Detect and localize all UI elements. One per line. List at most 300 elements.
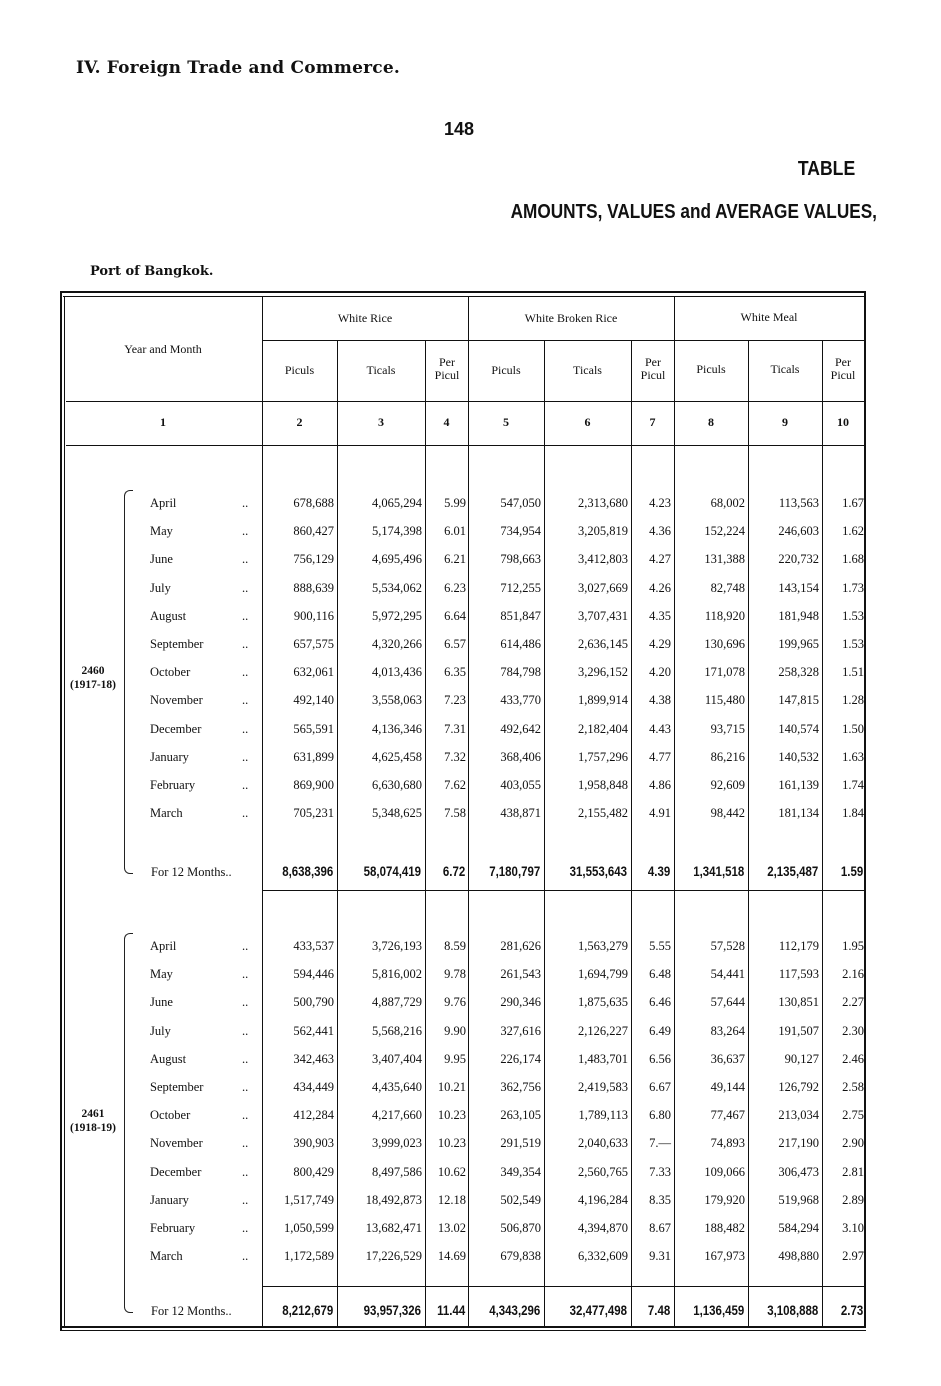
total-label: For 12 Months.. (151, 1304, 232, 1318)
year-be: 2460 (81, 665, 105, 677)
table-cell: 1.53 (842, 637, 864, 651)
year-be: 2461 (81, 1108, 105, 1120)
table-cell: 1,789,113 (578, 1108, 628, 1123)
sub-header-per-picul: Per Picul (830, 355, 856, 382)
leader-dots: .. (242, 1192, 249, 1207)
table-cell: 161,139 (778, 778, 819, 792)
table-row (0, 685, 941, 708)
month-label (150, 496, 260, 511)
table-cell: 342,463 (293, 1051, 334, 1066)
table-cell: 1.51 (842, 665, 864, 680)
table-cell: 412,284 (293, 1108, 334, 1123)
table-cell: 6.48 (649, 967, 671, 982)
table-cell: 4.29 (649, 637, 671, 651)
column-rule (337, 340, 338, 1326)
leader-dots: .. (242, 806, 249, 821)
leader-dots: .. (242, 939, 249, 953)
table-cell: 131,388 (704, 552, 745, 567)
table-cell: 4.20 (649, 665, 671, 680)
leader-dots: .. (242, 637, 249, 651)
month-name: August (150, 608, 187, 623)
table-cell: 784,798 (500, 665, 541, 680)
column-number: 8 (708, 415, 714, 429)
table-cell: 4.36 (649, 524, 671, 539)
month-name: June (150, 552, 173, 567)
table-cell: 246,603 (778, 524, 819, 539)
leader-dots: .. (242, 778, 249, 792)
month-label (150, 609, 260, 624)
table-cell: 2.75 (842, 1108, 864, 1123)
month-name: June (150, 995, 173, 1010)
table-cell: 74,893 (710, 1136, 745, 1151)
table-cell: 171,078 (704, 665, 745, 680)
column-number: 4 (443, 415, 450, 429)
table-cell: 4,695,496 (372, 552, 422, 567)
table-cell: 13,682,471 (365, 1221, 422, 1235)
table-cell: 188,482 (704, 1221, 745, 1235)
table-cell: 631,899 (293, 749, 334, 764)
table-cell: 502,549 (500, 1192, 541, 1207)
table-cell: 1,172,589 (284, 1249, 334, 1264)
leader-dots: .. (242, 1023, 249, 1038)
table-row (0, 488, 941, 508)
month-name: February (150, 1221, 196, 1235)
month-label (150, 1024, 260, 1039)
month-label (150, 1193, 260, 1208)
table-cell: 291,519 (500, 1136, 541, 1151)
table-row (0, 1044, 941, 1064)
table-cell: 213,034 (778, 1108, 819, 1123)
sub-header-per-picul: Per Picul (434, 355, 460, 382)
total-row (0, 855, 941, 877)
table-cell: 5.99 (444, 496, 466, 510)
month-label (150, 637, 260, 652)
table-cell: 6.67 (649, 1080, 671, 1094)
table-cell: 98,442 (710, 806, 745, 821)
table-cell: 705,231 (293, 806, 334, 821)
table-cell: 93,715 (710, 721, 745, 736)
table-cell: 7.32 (444, 749, 466, 764)
table-cell: 851,847 (500, 608, 541, 623)
leader-dots: .. (242, 995, 249, 1010)
table-cell: 77,467 (710, 1108, 745, 1123)
table-cell: 860,427 (293, 524, 334, 539)
leader-dots: .. (242, 1080, 249, 1094)
month-name: February (150, 778, 196, 792)
month-name: May (150, 524, 173, 539)
table-cell: 4.38 (649, 693, 671, 708)
table-cell: 2,126,227 (578, 1023, 628, 1038)
total-cell: 7,180,797 (488, 863, 540, 879)
table-cell: 6.80 (649, 1108, 671, 1123)
table-cell: 179,920 (704, 1192, 745, 1207)
table-cell: 433,770 (500, 693, 541, 708)
table-cell: 327,616 (500, 1023, 541, 1038)
table-cell: 6.21 (444, 552, 466, 567)
table-cell: 1.73 (842, 580, 864, 595)
column-number-rule (66, 445, 864, 446)
table-cell: 2,155,482 (578, 806, 628, 821)
table-cell: 117,593 (778, 967, 819, 982)
table-cell: 562,441 (293, 1023, 334, 1038)
table-cell: 140,574 (778, 721, 819, 736)
table-cell: 6,630,680 (372, 778, 422, 792)
column-number: 5 (503, 415, 509, 429)
column-rule (674, 296, 675, 1326)
month-name: November (150, 693, 203, 708)
table-row (0, 1157, 941, 1177)
port-label: Port of Bangkok. (90, 264, 214, 279)
table-cell: 226,174 (500, 1051, 541, 1066)
leader-dots: .. (242, 1164, 249, 1179)
table-cell: 6.56 (649, 1051, 671, 1066)
total-cell: 32,477,498 (569, 1302, 627, 1318)
table-cell: 7.— (649, 1136, 671, 1151)
table-cell: 109,066 (704, 1164, 745, 1179)
table-cell: 712,255 (500, 580, 541, 595)
table-cell: 17,226,529 (365, 1249, 422, 1264)
leader-dots: .. (242, 496, 249, 510)
table-cell: 390,903 (293, 1136, 334, 1151)
table-cell: 3,707,431 (578, 608, 628, 623)
month-label (150, 722, 260, 737)
sub-header-ticals: Ticals (770, 362, 800, 376)
leader-dots: .. (242, 1136, 249, 1151)
table-cell: 349,354 (500, 1164, 541, 1179)
table-cell: 90,127 (784, 1051, 819, 1066)
table-row (0, 770, 941, 790)
month-name: July (150, 1023, 171, 1038)
month-name: January (150, 749, 189, 764)
month-label (150, 967, 260, 982)
month-name: April (150, 939, 177, 953)
header-bottom-rule (66, 401, 864, 402)
table-cell: 143,154 (778, 580, 819, 595)
table-cell: 3,726,193 (372, 939, 422, 953)
table-cell: 5,972,295 (372, 608, 422, 623)
group-header-rule (262, 340, 864, 341)
table-row (0, 1016, 941, 1036)
table-cell: 4.23 (649, 496, 671, 510)
table-cell: 86,216 (710, 749, 745, 764)
table-row (0, 742, 941, 762)
table-cell: 3,407,404 (372, 1051, 422, 1066)
table-cell: 1,483,701 (578, 1051, 628, 1066)
total-cell: 4.39 (647, 863, 670, 879)
table-cell: 1,899,914 (578, 693, 628, 708)
total-cell: 1,136,459 (692, 1302, 744, 1318)
table-cell: 614,486 (500, 637, 541, 651)
month-label (150, 1080, 260, 1095)
sub-header-piculs: Piculs (696, 362, 726, 376)
table-cell: 1,757,296 (578, 749, 628, 764)
table-cell: 3,999,023 (372, 1136, 422, 1151)
leader-dots: .. (242, 665, 249, 680)
table-row (0, 1185, 941, 1205)
table-cell: 438,871 (500, 806, 541, 821)
leader-dots: .. (242, 693, 249, 708)
table-bottom-rule (60, 1330, 866, 1331)
table-row (0, 516, 941, 539)
leader-dots: .. (242, 552, 249, 567)
table-cell: 9.90 (444, 1023, 466, 1038)
table-cell: 2.30 (842, 1023, 864, 1038)
leader-dots: .. (242, 1249, 249, 1264)
column-number: 1 (160, 415, 166, 429)
month-name: January (150, 1192, 189, 1207)
table-cell: 1.50 (842, 721, 864, 736)
month-label (150, 1221, 260, 1236)
table-cell: 4,065,294 (372, 496, 422, 510)
month-name: August (150, 1051, 187, 1066)
group-header-white-broken-rice: White Broken Rice (524, 311, 618, 325)
table-row (0, 931, 941, 951)
table-cell: 306,473 (778, 1164, 819, 1179)
table-cell: 1,875,635 (578, 995, 628, 1010)
month-label (150, 581, 260, 596)
table-cell: 7.33 (649, 1164, 671, 1179)
table-top-rule (63, 296, 865, 297)
table-row (0, 544, 941, 567)
table-cell: 900,116 (293, 608, 334, 623)
table-cell: 1,958,848 (578, 778, 628, 792)
table-cell: 261,543 (500, 967, 541, 982)
table-row (0, 987, 941, 1010)
month-label (150, 693, 260, 708)
table-cell: 9.76 (444, 995, 466, 1010)
table-row (0, 714, 941, 734)
month-name: September (150, 637, 204, 651)
table-cell: 49,144 (710, 1080, 745, 1094)
table-cell: 12.18 (437, 1192, 466, 1207)
table-cell: 5,174,398 (372, 524, 422, 539)
table-label: TABLE (797, 158, 855, 180)
table-row (0, 798, 941, 821)
table-cell: 734,954 (500, 524, 541, 539)
table-cell: 6.46 (649, 995, 671, 1010)
table-cell: 5,534,062 (372, 580, 422, 595)
table-cell: 6.23 (444, 580, 466, 595)
table-cell: 565,591 (293, 721, 334, 736)
total-cell: 3,108,888 (766, 1302, 818, 1318)
table-cell: 6.49 (649, 1023, 671, 1038)
table-cell: 8,497,586 (372, 1164, 422, 1179)
table-cell: 3,205,819 (578, 524, 628, 539)
total-cell: 58,074,419 (363, 863, 421, 879)
month-label (150, 552, 260, 567)
table-cell: 217,190 (778, 1136, 819, 1151)
table-row (0, 1072, 941, 1092)
leader-dots: .. (242, 524, 249, 539)
table-cell: 1.62 (842, 524, 864, 539)
year-ce: (1917-18) (70, 679, 116, 691)
table-row (0, 959, 941, 982)
group-header-white-meal: White Meal (740, 310, 798, 324)
total-cell: 8,638,396 (281, 863, 333, 879)
table-cell: 2,560,765 (578, 1164, 628, 1179)
table-cell: 7.58 (444, 806, 466, 821)
total-cell: 31,553,643 (569, 863, 627, 879)
table-cell: 4.26 (649, 580, 671, 595)
leader-dots: .. (242, 608, 249, 623)
table-cell: 220,732 (778, 552, 819, 567)
table-cell: 362,756 (500, 1080, 541, 1094)
table-cell: 57,644 (710, 995, 745, 1010)
column-number: 3 (378, 415, 384, 429)
table-cell: 130,696 (704, 637, 745, 651)
year-ce: (1918-19) (70, 1122, 116, 1134)
table-cell: 83,264 (710, 1023, 745, 1038)
total-rule (262, 890, 864, 891)
table-cell: 8.67 (649, 1221, 671, 1235)
table-cell: 433,537 (293, 939, 334, 953)
table-cell: 500,790 (293, 995, 334, 1010)
month-name: March (150, 806, 183, 821)
table-cell: 1.28 (842, 693, 864, 708)
table-cell: 140,532 (778, 749, 819, 764)
sub-header-piculs: Piculs (491, 363, 521, 377)
table-cell: 888,639 (293, 580, 334, 595)
leader-dots: .. (242, 580, 249, 595)
table-top-rule (60, 291, 866, 293)
table-cell: 6,332,609 (578, 1249, 628, 1264)
month-name: March (150, 1249, 183, 1264)
table-row (0, 573, 941, 593)
table-cell: 281,626 (500, 939, 541, 953)
table-cell: 4,887,729 (372, 995, 422, 1010)
table-cell: 68,002 (710, 496, 745, 510)
table-cell: 403,055 (500, 778, 541, 792)
month-label (150, 1136, 260, 1151)
table-cell: 290,346 (500, 995, 541, 1010)
table-left-rule (64, 296, 65, 1326)
column-rule (631, 340, 632, 1326)
month-name: September (150, 1080, 204, 1094)
month-label (150, 1108, 260, 1123)
table-row (0, 1213, 941, 1233)
table-cell: 13.02 (437, 1221, 466, 1235)
table-bottom-rule (60, 1326, 866, 1328)
table-cell: 167,973 (704, 1249, 745, 1264)
total-cell: 8,212,679 (281, 1302, 333, 1318)
table-right-rule (864, 291, 866, 1328)
total-cell: 93,957,326 (363, 1302, 421, 1318)
table-left-rule (60, 291, 62, 1330)
total-cell: 1.59 (840, 863, 863, 879)
total-cell: 7.48 (647, 1302, 670, 1318)
table-cell: 2.46 (842, 1051, 864, 1066)
table-cell: 756,129 (293, 552, 334, 567)
table-cell: 6.64 (444, 608, 466, 623)
table-cell: 82,748 (710, 580, 745, 595)
page-number: 148 (444, 119, 475, 139)
table-cell: 2,636,145 (578, 637, 628, 651)
table-cell: 2.27 (842, 995, 864, 1010)
total-cell: 11.44 (436, 1302, 465, 1318)
month-name: December (150, 1164, 202, 1179)
table-cell: 4,394,870 (578, 1221, 628, 1235)
table-row (0, 1128, 941, 1151)
table-cell: 113,563 (778, 496, 819, 510)
table-cell: 2.81 (842, 1164, 864, 1179)
table-cell: 1,694,799 (578, 967, 628, 982)
table-cell: 4,435,640 (372, 1080, 422, 1094)
table-cell: 36,637 (710, 1051, 745, 1066)
table-cell: 6.01 (444, 524, 466, 539)
table-cell: 4,217,660 (372, 1108, 422, 1123)
table-row (0, 601, 941, 621)
total-cell: 2.73 (840, 1302, 863, 1318)
table-cell: 5,816,002 (372, 967, 422, 982)
column-number: 10 (837, 415, 849, 429)
month-label (150, 939, 260, 954)
total-cell: 1,341,518 (692, 863, 744, 879)
table-cell: 263,105 (500, 1108, 541, 1123)
table-cell: 9.31 (649, 1249, 671, 1264)
table-cell: 5.55 (649, 939, 671, 953)
sub-header-piculs: Piculs (284, 363, 315, 377)
column-rule (425, 340, 426, 1326)
table-cell: 2,313,680 (578, 496, 628, 510)
table-cell: 1.95 (842, 939, 864, 953)
month-name: April (150, 496, 177, 510)
table-cell: 506,870 (500, 1221, 541, 1235)
table-cell: 2.89 (842, 1192, 864, 1207)
table-cell: 498,880 (778, 1249, 819, 1264)
table-cell: 2,182,404 (578, 721, 628, 736)
table-cell: 492,642 (500, 721, 541, 736)
table-cell: 798,663 (500, 552, 541, 567)
table-cell: 869,900 (293, 778, 334, 792)
table-cell: 3,558,063 (372, 693, 422, 708)
table-cell: 191,507 (778, 1023, 819, 1038)
leader-dots: .. (242, 1051, 249, 1066)
table-cell: 8.35 (649, 1192, 671, 1207)
table-cell: 434,449 (293, 1080, 334, 1094)
total-cell: 4,343,296 (488, 1302, 540, 1318)
table-cell: 2.90 (842, 1136, 864, 1151)
column-number: 6 (584, 415, 591, 429)
table-cell: 519,968 (778, 1192, 819, 1207)
table-cell: 4.86 (649, 778, 671, 792)
total-cell: 6.72 (442, 863, 465, 879)
leader-dots: .. (242, 1221, 249, 1235)
table-cell: 130,851 (778, 995, 819, 1010)
table-cell: 1.53 (842, 608, 864, 623)
table-cell: 4.91 (649, 806, 671, 821)
table-cell: 1.68 (842, 552, 864, 567)
table-cell: 547,050 (500, 496, 541, 510)
month-label (150, 1249, 260, 1264)
table-cell: 2.16 (842, 967, 864, 982)
month-label (150, 1165, 260, 1180)
leader-dots: .. (242, 749, 249, 764)
month-name: December (150, 721, 202, 736)
table-cell: 1.84 (842, 806, 864, 821)
month-name: October (150, 1108, 191, 1123)
table-cell: 199,965 (778, 637, 819, 651)
table-cell: 4,196,284 (578, 1192, 628, 1207)
table-cell: 118,920 (704, 608, 745, 623)
table-row (0, 1241, 941, 1264)
table-cell: 1,050,599 (284, 1221, 334, 1235)
table-cell: 10.62 (437, 1164, 466, 1179)
total-cell: 2,135,487 (766, 863, 818, 879)
total-label: For 12 Months.. (151, 865, 232, 879)
month-label (150, 1052, 260, 1067)
month-label (150, 750, 260, 765)
month-label (150, 995, 260, 1010)
